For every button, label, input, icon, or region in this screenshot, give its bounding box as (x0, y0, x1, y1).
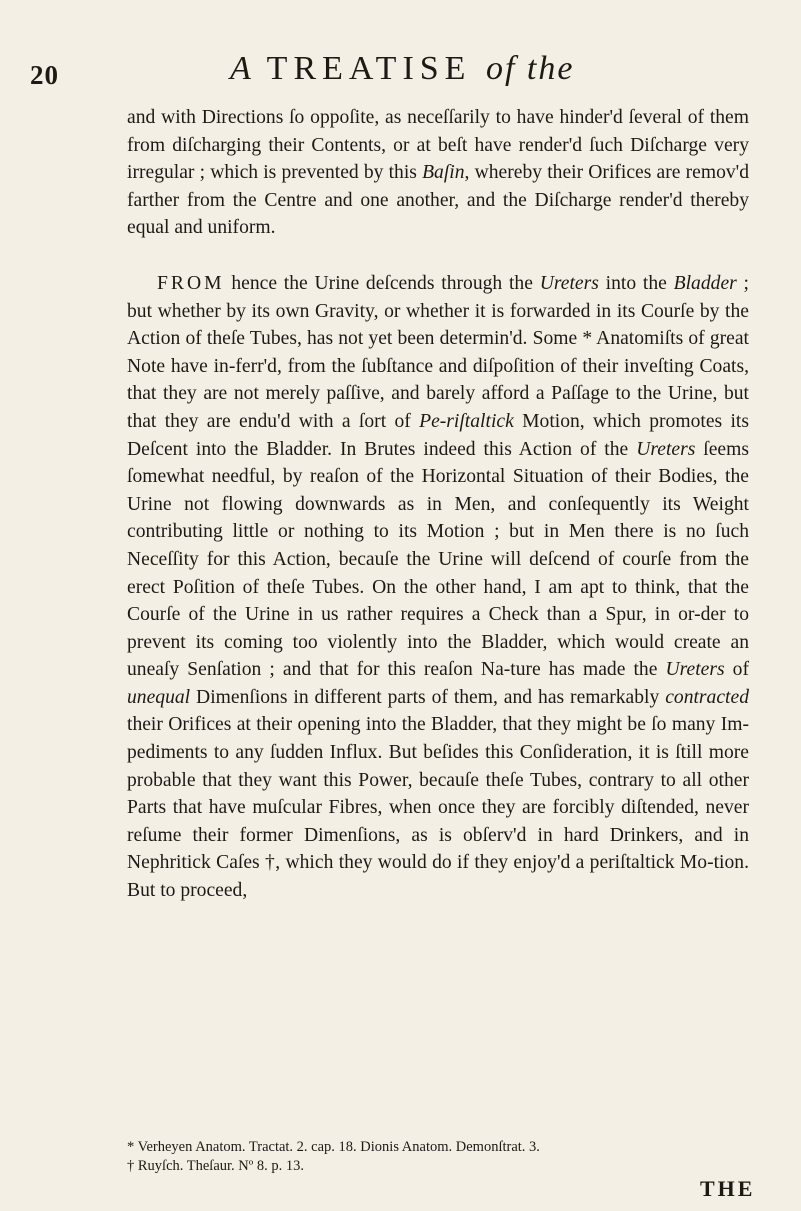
italic-term: Bladder (673, 272, 737, 294)
italic-term: Ureters (539, 272, 599, 294)
footnotes (127, 1138, 767, 1176)
italic-term: Ureters (665, 659, 725, 681)
text-run: , whereby their Orifices are remov'd farther from the Centre and one another, and the Diſcharge render'd thereby equal and uniform. (127, 162, 749, 239)
italic-term: Ureters (636, 438, 696, 460)
italic-term: Pe-riſtaltick (419, 410, 514, 432)
running-title-main: TREATISE (266, 50, 472, 87)
body-text (127, 104, 749, 905)
footnote-2: † Ruyſch. Theſaur. Nº 8. p. 13. (127, 1158, 305, 1174)
italic-term: contracted (665, 686, 749, 708)
section-opening-word: FROM (157, 272, 225, 294)
running-title-tail: of the (485, 50, 575, 87)
page-number: 20 (30, 60, 59, 90)
paragraph-2 (127, 270, 749, 905)
text-run: hence the Urine deſcends through the (224, 272, 540, 294)
text-run: into the (598, 272, 674, 294)
text-run: Motion, which promotes its Deſcent into the Bladder. In Brutes indeed this Action of the (127, 410, 749, 460)
catchword: THE (700, 1176, 756, 1201)
italic-term: Baſin (422, 162, 465, 184)
text-run: ; but whether by its own Gravity, or whether it is forwarded in its Courſe by the Action of theſe Tubes, has not yet been determin'd. Some * Anatomiſts of great Note have in-ferr'd, from the ſubſtance and diſpoſition of their inveſting Coats, that they are not merely paſſive, and barely afford a Paſſage to the Urine, but that they are endu'd with a ſort of (127, 272, 749, 432)
running-title (230, 50, 574, 88)
text-run: ſeems ſomewhat needful, by reaſon of the Horizontal Situation of their Bodies, the Urine not flowing downwards as in Men, and conſequently its Weight contributing little or nothing to its Motion ; but in Men there is no ſuch Neceſſity for this Action, becauſe the Urine will deſcend of courſe from the erect Poſition of theſe Tubes. On the other hand, I am apt to think, that the Courſe of the Urine in us rather requires a Check than a Spur, in or-der to prevent its coming too violently into the Bladder, which would create an uneaſy Senſation ; and that for this reaſon Na-ture has made the (127, 438, 749, 681)
text-run: their Orifices at their opening into the Bladder, that they might be ſo many Im-pediments to any ſudden Influx. But beſides this Conſideration, it is ſtill more probable that they want this Power, becauſe theſe Tubes, contrary to all other Parts that have muſcular Fibres, when once they are forcibly diſtended, never reſume their former Dimenſions, as is obſerv'd in hard Drinkers, and in Nephritick Caſes †, which they would do if they enjoy'd a periſtaltick Mo-tion. But to proceed, (127, 714, 749, 902)
text-run: and with Directions ſo oppoſite, as neceſſarily to have hinder'd ſeveral of them from diſcharging their Contents, or at beſt have render'd ſuch Diſcharge very irregular ; which is prevented by this (127, 107, 749, 184)
text-run: Dimenſions in different parts of them, and has remarkably (190, 686, 666, 708)
italic-term: unequal (127, 686, 191, 708)
text-run: of (724, 659, 749, 681)
running-title-article: A (230, 50, 253, 87)
page-header (30, 48, 770, 98)
paragraph-1 (127, 104, 749, 242)
footnote-1: * Verheyen Anatom. Tractat. 2. cap. 18. Dionis Anatom. Demonſtrat. 3. (127, 1139, 540, 1155)
